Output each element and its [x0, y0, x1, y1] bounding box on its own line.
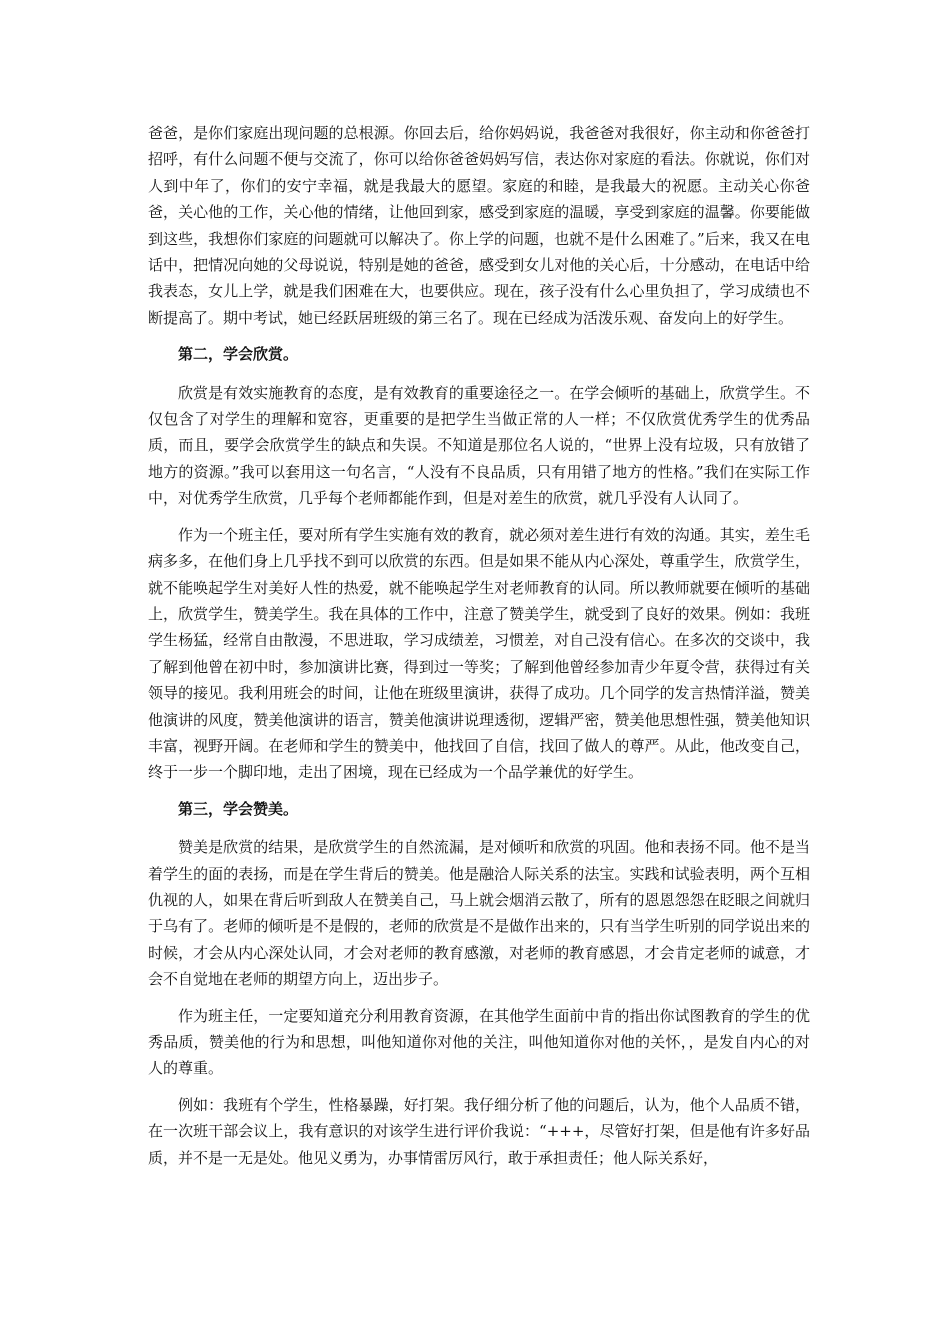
section-heading: 第二，学会欣赏。 — [178, 345, 299, 364]
section-heading: 第三，学会赞美。 — [178, 799, 299, 818]
document-page — [148, 120, 810, 1181]
body-paragraph: 作为班主任，一定要知道充分利用教育资源，在其他学生面前中肯的指出你试图教育的学生的优秀品质，赞美他的行为和思想，叫他知道你对他的关注，叫他知道你对他的关怀，，是发自内心的对人的尊重。 — [148, 1006, 810, 1078]
body-paragraph: 作为一个班主任，要对所有学生实施有效的教育，就必须对差生进行有效的沟通。其实，差生毛病多多，在他们身上几乎找不到可以欣赏的东西。但是如果不能从内心深处，尊重学生，欣赏学生，就不能唤起学生对美好人性的热爱，就不能唤起学生对老师教育的认同。所以教师就要在倾听的基础上，欣赏学生，赞美学生。我在具体的工作中，注意了赞美学生，就受到了良好的效果。例如：我班学生杨猛，经常自由散漫，不思进取，学习成绩差，习惯差，对自己没有信心。在多次的交谈中，我了解到他曾在初中时，参加演讲比赛，得到过一等奖；了解到他曾经参加青少年夏令营，获得过有关领导的接见。我利用班会的时间，让他在班级里演讲，获得了成功。几个同学的发言热情洋溢，赞美他演讲的风度，赞美他演讲的语言，赞美他演讲说理透彻，逻辑严密，赞美他思想性强，赞美他知识丰富，视野开阔。在老师和学生的赞美中，他找回了自信，找回了做人的尊严。从此，他改变自己，终于一步一个脚印地，走出了困境，现在已经成为一个品学兼优的好学生。 — [148, 525, 810, 782]
body-paragraph: 赞美是欣赏的结果，是欣赏学生的自然流漏，是对倾听和欣赏的巩固。他和表扬不同。他不是当着学生的面的表扬，而是在学生背后的赞美。他是融洽人际关系的法宝。实践和试验表明，两个互相仇视的人，如果在背后听到敌人在赞美自己，马上就会烟消云散了，所有的恩恩怨怨在眨眼之间就归于乌有了。老师的倾听是不是假的，老师的欣赏是不是做作出来的，只有当学生听别的同学说出来的时候，才会从内心深处认同，才会对老师的教育感激，对老师的教育感恩，才会肯定老师的诚意，才会不自觉地在老师的期望方向上，迈出步子。 — [148, 838, 810, 989]
body-paragraph: 欣赏是有效实施教育的态度，是有效教育的重要途径之一。在学会倾听的基础上，欣赏学生。不仅包含了对学生的理解和宽容，更重要的是把学生当做正常的人一样；不仅欣赏优秀学生的优秀品质，而且，要学会欣赏学生的缺点和失误。不知道是那位名人说的，“世界上没有垃圾，只有放错了地方的资源。”我可以套用这一句名言，“人没有不良品质，只有用错了地方的性格。”我们在实际工作中，对优秀学生欣赏，几乎每个老师都能作到，但是对差生的欣赏，就几乎没有人认同了。 — [148, 383, 810, 508]
body-paragraph: 例如：我班有个学生，性格暴躁，好打架。我仔细分析了他的问题后，认为，他个人品质不错，在一次班干部会议上，我有意识的对该学生进行评价我说：“+++，尽管好打架，但是他有许多好品质，并不是一无是处。他见义勇为，办事情雷厉风行，敢于承担责任；他人际关系好， — [148, 1095, 810, 1167]
body-paragraph: 爸爸，是你们家庭出现问题的总根源。你回去后，给你妈妈说，我爸爸对我很好，你主动和你爸爸打招呼，有什么问题不便与交流了，你可以给你爸爸妈妈写信，表达你对家庭的看法。你就说，你们对人到中年了，你们的安宁幸福，就是我最大的愿望。家庭的和睦，是我最大的祝愿。主动关心你爸爸，关心他的工作，关心他的情绪，让他回到家，感受到家庭的温暖，享受到家庭的温馨。你要能做到这些，我想你们家庭的问题就可以解决了。你上学的问题，也就不是什么困难了。”后来，我又在电话中，把情况向她的父母说说，特别是她的爸爸，感受到女儿对他的关心后，十分感动，在电话中给我表态，女儿上学，就是我们困难在大，也要供应。现在，孩子没有什么心里负担了，学习成绩也不断提高了。期中考试，她已经跃居班级的第三名了。现在已经成为活泼乐观、奋发向上的好学生。 — [148, 124, 810, 327]
